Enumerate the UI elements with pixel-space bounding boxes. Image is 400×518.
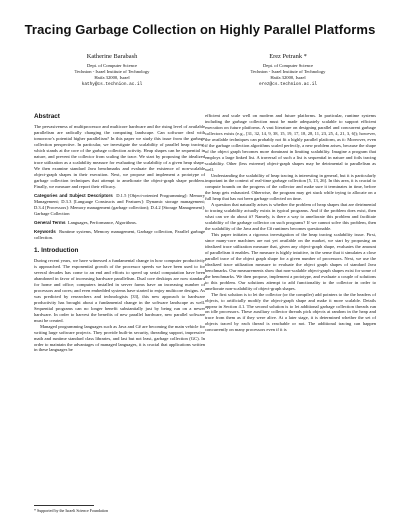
author-email: erez@cs.technion.ac.il bbox=[259, 81, 317, 87]
categories-text: D.1.5 [Object-oriented Programming]: Memory Management; D.3.3 [Language Constructs and Features]: Dynamic storage management; D.3.4 [Processors]: Memory management (garbage collection); D.4.2 [Storage Management]: Garbage Collection bbox=[34, 193, 205, 217]
terms-heading: General Terms bbox=[34, 220, 66, 226]
meta-block bbox=[34, 193, 205, 241]
footnote-text: * Supported by the Israeli Science Foundation bbox=[34, 508, 108, 513]
body-paragraph: This paper initiates a rigorous investigation of the heap tracing scalability issue. First, since many-core machines are not yet available on the market, we start by proposing an idealized trace utilization measure that, given any object-graph shape, evaluates the amount of parallelism it enables. The measure is highly intuitive, in the sense that it simulates a close parallel trace of the object graph shape for a given number of processors. Next, we use the idealized trace utilization measure to evaluate the object graph shapes of standard Java benchmarks. Our measurements show that non-scalable object-graph shapes exist for some of the benchmarks. We then propose, implement a prototype, and evaluate a couple of solutions to this problem. Our solutions attempt to add functionality to the collector in order to ameliorate non-scalability of object-graph shapes. bbox=[205, 232, 376, 291]
body-paragraph: The first solution is to let the collector (or the compiler) add pointers to the the headers of objects, to artificially modify the object-graph shape and make it more scalable. Details appear in Section 4.1. The second solution is to let additional garbage collection threads run on idle processors. These auxiliary collector threads pick objects at random in the heap and trace from them as if they were alive. At a later stage, it is determined whether the set of objects traced by each thread is reachable or not. The additional tracing can happen concurrently on many processors even if it is bbox=[205, 291, 376, 333]
abstract-paragraph: The pervasiveness of multiprocessor and multicore hardware and the rising level of available parallelism are radically changing the computing landscape. Can software deal with tomorrow's potential higher parallelism? In this paper we study this issue from the garbage collection perspective. In particular, we investigate the scalability of parallel heap tracing, which stands at the core of the garbage collection activity. Heap shapes can be sequential in nature, and prevent the collector from scaling the trace. We start by proposing the idealized trace utilization as a scalability measure for evaluating the scalability of a given heap shape. We then examine standard Java benchmarks and evaluate the existence of non-scalable object-graph shapes in their execution. Next, we propose and implement a prototype of garbage collection techniques that attempt to ameliorate the object-graph shape problem. Finally, we measure and report their efficacy. bbox=[34, 124, 205, 189]
body-paragraph: A question that naturally arises is whether the problem of heap shapes that are detrimental to tracing scalability actually exists in typical programs. And if the problem does exist, then what can we do about it? Namely, is there a way to ameliorate this problem and facilitate scalability of the garbage collector on such programs? If we cannot solve this problem, then the scalability of the Java and the C# runtimes becomes questionable. bbox=[205, 202, 376, 232]
author-email: kathy@cs.technion.ac.il bbox=[81, 81, 143, 87]
terms-text: Languages, Performance, Algorithms. bbox=[67, 220, 137, 226]
footnote-rule bbox=[34, 505, 94, 506]
categories-heading: Categories and Subject Descriptors bbox=[34, 193, 113, 199]
footnote-area bbox=[34, 501, 205, 513]
intro-paragraph: Managed programming languages such as Java and C# are becoming the main vehicle for writing large software projects. They provide built-in security, threading support, impressive math and runtime standard class libraries, and last but not least, garbage collection (GC). In order to maintain the advantages of managed languages, it is crucial that applications written in these languages be bbox=[34, 323, 205, 353]
author-dept: Dept. of Computer Science bbox=[262, 63, 313, 68]
intro-paragraph: During recent years, we have witnessed a fundamental change in how computer productivity is approached. The exponential growth of the processor speeds we have been used to for several decades has come to an end and efforts to speed up serial computation have been abandoned in favor of increasing hardware parallelism. Dual core desktops are now standard for home and office; computers installed in server farms have an increasing number of processors and cores; and even embedded systems have started to enjoy multicore designs. As was predicted by researchers and technologists [33], this new approach to hardware productivity has brought about a fundamental change in the software landscape as well. Sequential programs can no longer benefit substantially just by being run on a newer hardware. In order to harvest the benefits of new parallel hardware, new parallel software must be created. bbox=[34, 258, 205, 323]
body-paragraph: efficient and scale well on modern and future platforms. In particular, runtime systems including the garbage collection must be made adequately scalable to support efficient execution on future platforms. A vast literature on designing parallel and concurrent garbage collectors exists (e.g., [31, 32, 14, 9, 38, 15, 19, 17, 18, 28, 11, 23, 25, 4, 21, 3, 6]); however, the available techniques can probably not fit a highly parallel platform, as it: Moreover, even if the garbage collection algorithms scaled perfectly, a new problem arises, because the shape of the object graph becomes more dominant in limiting scalability. Imagine a program that employs a large linked list. A traversal of such a list is sequential in nature and foils tracing scalability. Other (less extreme) object-graph shapes may be detrimental to parallelism as well. bbox=[205, 113, 376, 172]
left-column bbox=[34, 113, 205, 353]
author-city: Haifa 32000, Israel bbox=[270, 75, 306, 81]
author-name: Katherine Barabash bbox=[86, 53, 138, 60]
keywords-text: Runtime systems, Memory management, Garbage collection, Parallel garbage collection. bbox=[34, 229, 205, 241]
author-name: Erez Petrank * bbox=[269, 53, 307, 60]
abstract-heading: Abstract bbox=[34, 113, 60, 120]
author-institution: Technion - Israel Institute of Technology bbox=[250, 69, 326, 75]
right-column bbox=[205, 113, 376, 333]
intro-heading: 1. Introduction bbox=[34, 247, 79, 255]
author-block-1 bbox=[22, 52, 202, 88]
keywords-line bbox=[34, 229, 205, 241]
body-paragraph: Understanding the scalability of heap tracing is interesting in general, but it is particularly important in the context of real-time garbage collection [5, 13, 26]. In this area, it is crucial to compute bounds on the progress of the collector and make sure it terminates in time, before the heap gets exhausted. Otherwise, the program may get stuck while trying to allocate on a full heap that has not been garbage collected on time. bbox=[205, 172, 376, 202]
author-dept: Dept. of Computer Science bbox=[86, 63, 137, 68]
categories-line bbox=[34, 193, 205, 217]
author-block-2 bbox=[198, 52, 378, 88]
author-institution: Technion - Israel Institute of Technology bbox=[74, 69, 150, 75]
keywords-heading: Keywords bbox=[34, 229, 56, 235]
paper-title: Tracing Garbage Collection on Highly Parallel Platforms bbox=[24, 22, 376, 37]
terms-line bbox=[34, 220, 205, 226]
author-city: Haifa 32000, Israel bbox=[94, 75, 130, 81]
